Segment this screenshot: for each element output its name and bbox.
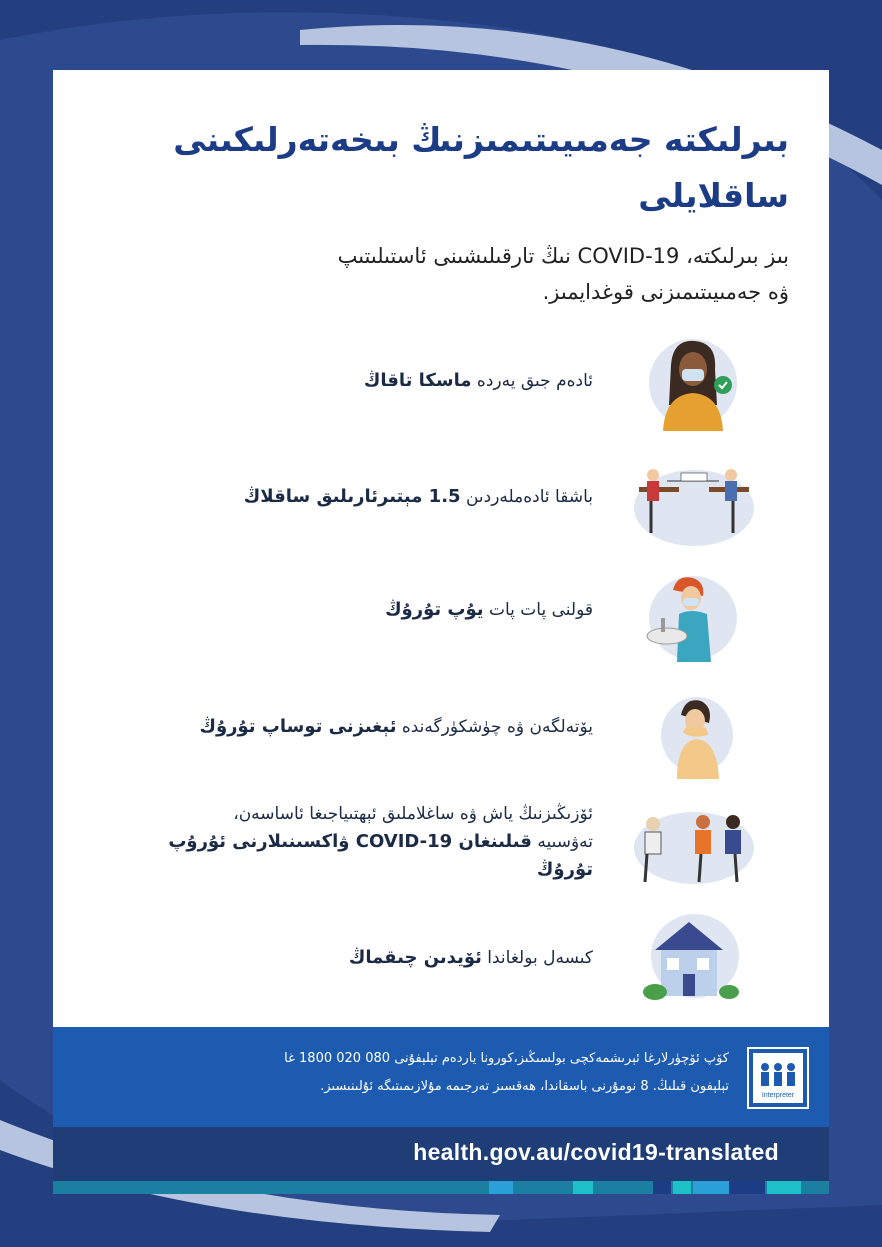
item-text: ئۆزىڭىزنىڭ ياش ۋە ساغلاملىق ئېھتىياجىغا ئاساسەن، تەۋسىيە قىلىنغان COVID-19 ۋاكسىنىلارنى ئۇرۇپ تۇرۇڭ [168, 804, 593, 880]
interpreter-icon [753, 1053, 803, 1103]
item-text: ئادەم جىق يەردە ماسكا تاقاڭ [363, 370, 593, 391]
page-title: بىرلىكتە جەمىيىتىمىزنىڭ بىخەتەرلىكىنى ساقلايلى [173, 120, 789, 215]
woman-mask-icon [633, 335, 751, 431]
website-link[interactable]: health.gov.au/covid19-translated [413, 1139, 779, 1165]
helpline-footer [53, 1027, 829, 1127]
item-text: كىسەل بولغاندا ئۆيدىن چىقماڭ [348, 947, 593, 968]
color-stripe [53, 1181, 829, 1194]
item-text: قولنى پات پات يۇپ تۇرۇڭ [385, 599, 593, 620]
cough-icon [633, 695, 751, 779]
handwash-icon [633, 570, 751, 662]
house-icon [633, 910, 751, 1000]
poster-card [53, 70, 829, 1027]
helpline-text: كۆپ ئۆچۈرلارغا ئېرىشمەكچى بولسىڭىز،كورونا ياردەم تېلېفۇنى 080 020 1800 غا تېلېفون قىلىڭ. 8 نومۇرنى باسقاندا، ھەقسىز تەرجىمە مۇلازىمىتىگە ئۇلىنىسىز. [284, 1051, 729, 1094]
distance-icon [629, 453, 759, 549]
item-text: باشقا ئادەملەردىن 1.5 مېتىرئارىلىق ساقلاڭ [243, 486, 593, 507]
url-bar [53, 1127, 829, 1181]
item-text: يۆتەلگەن ۋە چۈشكۈرگەندە ئېغىزنى توساپ تۇرۇڭ [199, 716, 593, 737]
interpreter-logo [747, 1047, 809, 1109]
svg-text:Interpreter: Interpreter [761, 1092, 795, 1099]
vaccine-icon [629, 802, 759, 886]
subtitle: بىز بىرلىكتە، COVID-19 نىڭ تارقىلىشىنى ئاستىلىتىپ ۋە جەمىيىتىمىزنى قوغدايمىز. [337, 244, 789, 304]
